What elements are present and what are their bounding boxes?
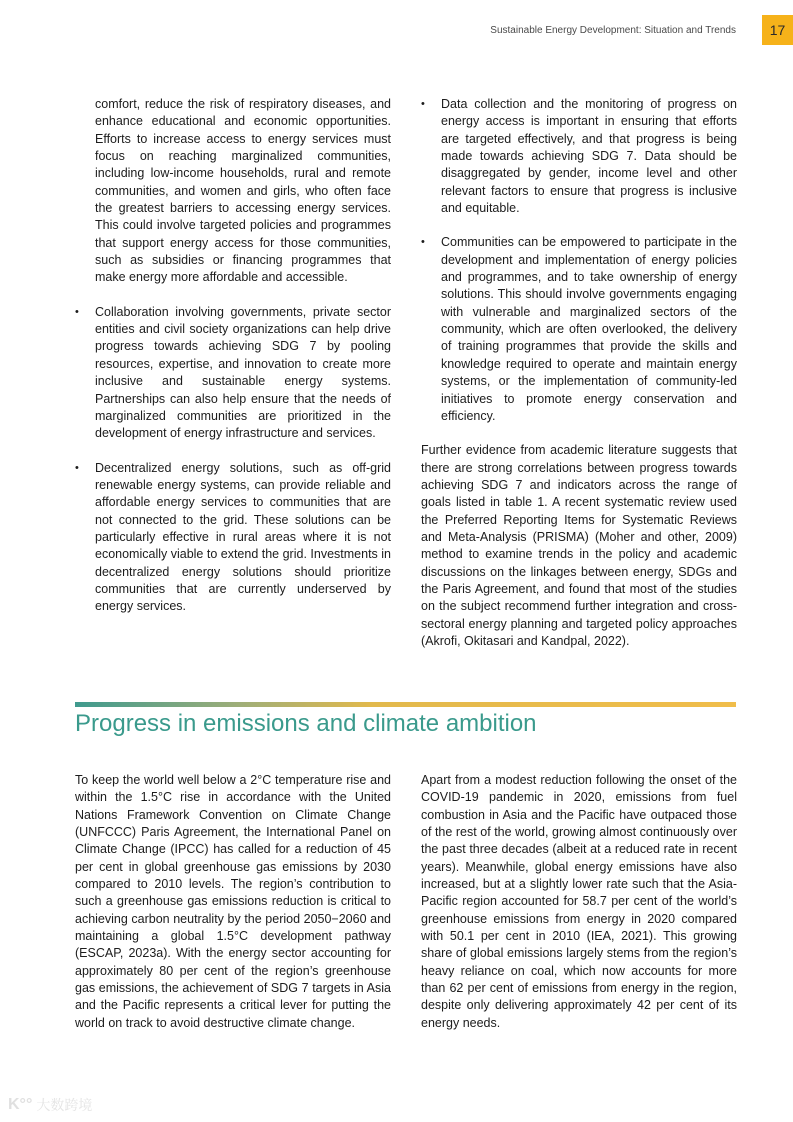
section-divider — [75, 702, 736, 707]
bullet-item — [421, 234, 737, 425]
page-number-badge: 17 — [762, 15, 793, 45]
continued-bullet-text: comfort, reduce the risk of respiratory diseases, and enhance educational and economic opportunities. Efforts to increase access to energy services must focus on reaching marginalized communities, including low-income households, rural and remote communities, and women and girls, who often face the greatest barriers to accessing energy services. This could involve targeted policies and programmes that support energy access for those communities, such as subsidies or financing programmes that make energy more affordable and accessible. — [95, 97, 391, 285]
bullet-icon: • — [421, 98, 425, 110]
running-title: Sustainable Energy Development: Situation and Trends — [490, 25, 736, 36]
right-column-top — [421, 96, 737, 650]
bullet-icon: • — [421, 236, 425, 249]
bullet-text: Data collection and the monitoring of progress on energy access is important in ensuring that efforts are targeted effectively, and that progress is being made towards achieving SDG 7. Data should be disaggregated by gender, income level and other relevant factors to ensure that progress is inclusive and equitable. — [441, 97, 737, 216]
bullet-item — [75, 304, 391, 443]
body-paragraph: Apart from a modest reduction following the onset of the COVID-19 pandemic in 2020, emissions from fuel combustion in Asia and the Pacific have outpaced those of the rest of the world, growing almost continuously over the past three decades (albeit at a reduced rate in recent years). Meanwhile, global energy emissions have also increased, but at a slightly lower rate such that the Asia-Pacific region accounted for 58.7 per cent of the world’s greenhouse emissions from energy in 2020 compared with 50.1 per cent in 2010 (IEA, 2021). This growing share of global emissions largely stems from the region’s heavy reliance on coal, which now accounts for more than 62 per cent of emissions from energy in the region, despite only delivering approximately 42 per cent of its energy needs. — [421, 773, 737, 1030]
watermark-logo-icon: K°° — [8, 1096, 33, 1113]
bullet-text: Decentralized energy solutions, such as off-grid renewable energy systems, can provide reliable and affordable energy services to communities that are not connected to the grid. These solutions can be particularly effective in rural areas where it is not economically viable to extend the grid. Investments in decentralized energy solutions should prioritize communities that are currently underserved by energy services. — [95, 460, 391, 614]
body-paragraph: To keep the world well below a 2°C temperature rise and within the 1.5°C rise in accordance with the United Nations Framework Convention on Climate Change (UNFCCC) Paris Agreement, the International Panel on Climate Change (IPCC) has called for a reduction of 45 per cent in global greenhouse gas emissions by 2030 compared to 2010 levels. The region’s contribution to such a greenhouse gas emissions reduction is critical to achieving carbon neutrality by the period 2050−2060 and maintaining a global 1.5°C development pathway (ESCAP, 2023a). With the energy sector accounting for approximately 80 per cent of the region’s greenhouse gas emissions, the achievement of SDG 7 targets in Asia and the Pacific represents a critical lever for putting the world on track to avoid destructive climate change. — [75, 773, 391, 1030]
body-paragraph: Further evidence from academic literature suggests that there are strong correlations between progress towards achieving SDG 7 and indicators across the range of goals listed in table 1. A recent systematic review used the Preferred Reporting Items for Systematic Reviews and Meta-Analysis (PRISMA) (Moher and other, 2009) method to examine trends in the policy and academic discussions on the linkages between energy, SDGs and the Paris Agreement, and found that most of the studies on the subject recommend further integration and cross-sectoral energy planning and targeted policy approaches (Akrofi, Okitasari and Kandpal, 2022). — [421, 443, 737, 648]
right-column-bottom — [421, 772, 737, 1032]
watermark-text: 大数跨境 — [36, 1097, 93, 1113]
left-column-bottom — [75, 772, 391, 1032]
left-column-top — [75, 96, 391, 633]
watermark — [8, 1095, 92, 1115]
section-heading: Progress in emissions and climate ambition — [75, 710, 537, 737]
bullet-item — [75, 460, 391, 616]
bullet-item — [421, 96, 737, 217]
bullet-icon: • — [75, 305, 79, 318]
bullet-text: Collaboration involving governments, private sector entities and civil society organizations can help drive progress towards achieving SDG 7 by pooling resources, expertise, and innovation to create more inclusive and sustainable energy systems. Partnerships can also help ensure that the needs of marginalized communities are prioritized in the development of energy infrastructure and services. — [95, 304, 391, 441]
bullet-text: Communities can be empowered to participate in the development and implementation of energy policies and programmes, and to take ownership of energy solutions. This should involve governments engaging with vulnerable and marginalized sectors of the community, which are often overlooked, the delivery of training programmes that provide the skills and knowledge required to operate and maintain energy systems, or the implementation of community-led initiatives to promote energy conservation and efficiency. — [441, 235, 737, 423]
bullet-icon: • — [75, 461, 79, 474]
